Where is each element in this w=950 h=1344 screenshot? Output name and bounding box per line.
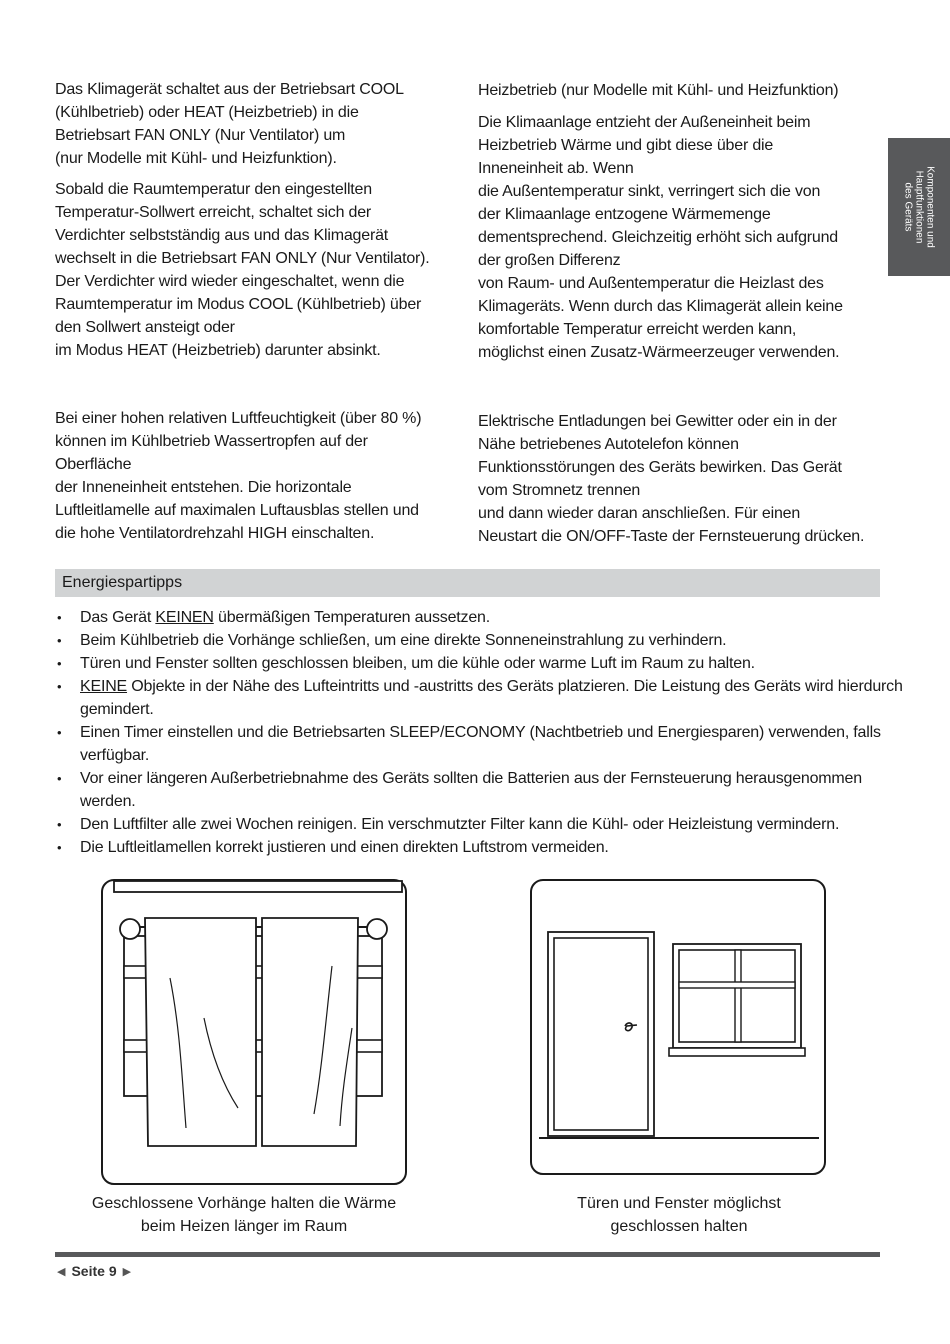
list-item: • Vor einer längeren Außerbetriebnahme des Geräts sollten die Batterien aus der Fernsteuerung herausgenommen werden.	[55, 767, 905, 813]
section-title: Energiespartipps	[62, 574, 183, 591]
footer-divider	[55, 1252, 880, 1257]
list-item: • Türen und Fenster sollten geschlossen bleiben, um die kühle oder warme Luft im Raum zu halten.	[55, 652, 905, 675]
list-item: • KEINE Objekte in der Nähe des Lufteintritts und -austritts des Geräts platzieren. Die Leistung des Geräts wird hierdurch gemindert.	[55, 675, 905, 721]
section-side-tab	[888, 138, 950, 276]
right-paragraph-2: Elektrische Entladungen bei Gewitter oder ein in der Nähe betriebenes Autotelefon können Funktionsstörungen des Geräts bewirken. Das Gerät vom Stromnetz trennen und dann wieder daran anschließen. Für einen Neustart die ON/OFF-Taste der Fernsteuerung drücken.	[478, 413, 865, 545]
previous-page-icon[interactable]: ◀	[57, 1265, 66, 1278]
page-number: Seite 9	[71, 1263, 117, 1279]
list-item: • Das Gerät KEINEN übermäßigen Temperaturen aussetzen.	[55, 606, 905, 629]
right-figure-caption: Türen und Fenster möglichst geschlossen halten	[577, 1195, 781, 1235]
left-paragraph-3: Bei einer hohen relativen Luftfeuchtigkeit (über 80 %) können im Kühlbetrieb Wassertropfen auf der Oberfläche der Inneneinheit entstehen. Die horizontale Luftleitlamelle auf maximalen Luftausblas stellen und die hohe Ventilatordrehzahl HIGH einschalten.	[55, 410, 422, 542]
closed-curtains-illustration	[100, 878, 408, 1186]
page-indicator	[57, 1263, 131, 1279]
right-paragraph-1: Die Klimaanlage entzieht der Außeneinheit beim Heizbetrieb Wärme und gibt diese über die Inneneinheit ab. Wenn die Außentemperatur sinkt, verringert sich die von der Klimaanlage entzogene Wärmemenge dementsprechend. Gleichzeitig erhöht sich aufgrund der großen Differenz von Raum- und Außentemperatur die Heizlast des Klimageräts. Wenn durch das Klimagerät allein keine komfortable Temperatur erreicht werden kann, möglichst einen Zusatz-Wärmeerzeuger verwenden.	[478, 114, 843, 361]
list-item: • Den Luftfilter alle zwei Wochen reinigen. Ein verschmutzter Filter kann die Kühl- oder Heizleistung vermindern.	[55, 813, 905, 836]
list-item: • Die Luftleitlamellen korrekt justieren und einen direkten Luftstrom vermeiden.	[55, 836, 905, 859]
left-paragraph-1: Das Klimagerät schaltet aus der Betriebsart COOL (Kühlbetrieb) oder HEAT (Heizbetrieb) in die Betriebsart FAN ONLY (Nur Ventilator) um (nur Modelle mit Kühl- und Heizfunktion).	[55, 81, 404, 167]
list-item: • Beim Kühlbetrieb die Vorhänge schließen, um eine direkte Sonneneinstrahlung zu verhindern.	[55, 629, 905, 652]
left-paragraph-2: Sobald die Raumtemperatur den eingestellten Temperatur-Sollwert erreicht, schaltet sich der Verdichter selbstständig aus und das Klimagerät wechselt in die Betriebsart FAN ONLY (Nur Ventilator). Der Verdichter wird wieder eingeschaltet, wenn die Raumtemperatur im Modus COOL (Kühlbetrieb) über den Sollwert ansteigt oder im Modus HEAT (Heizbetrieb) darunter absinkt.	[55, 181, 430, 359]
energy-tips-list	[55, 606, 905, 859]
left-figure-caption: Geschlossene Vorhänge halten die Wärme beim Heizen länger im Raum	[91, 1195, 397, 1235]
right-heading: Heizbetrieb (nur Modelle mit Kühl- und Heizfunktion)	[478, 82, 839, 99]
next-page-icon[interactable]: ▶	[122, 1265, 132, 1278]
list-item: • Einen Timer einstellen und die Betriebsarten SLEEP/ECONOMY (Nachtbetrieb und Energiesparen) verwenden, falls verfügbar.	[55, 721, 905, 767]
side-tab-label: Komponenten und Hauptfunktionen des Geräts	[902, 166, 936, 248]
section-header-bar	[55, 569, 880, 597]
closed-door-window-illustration	[529, 878, 827, 1176]
